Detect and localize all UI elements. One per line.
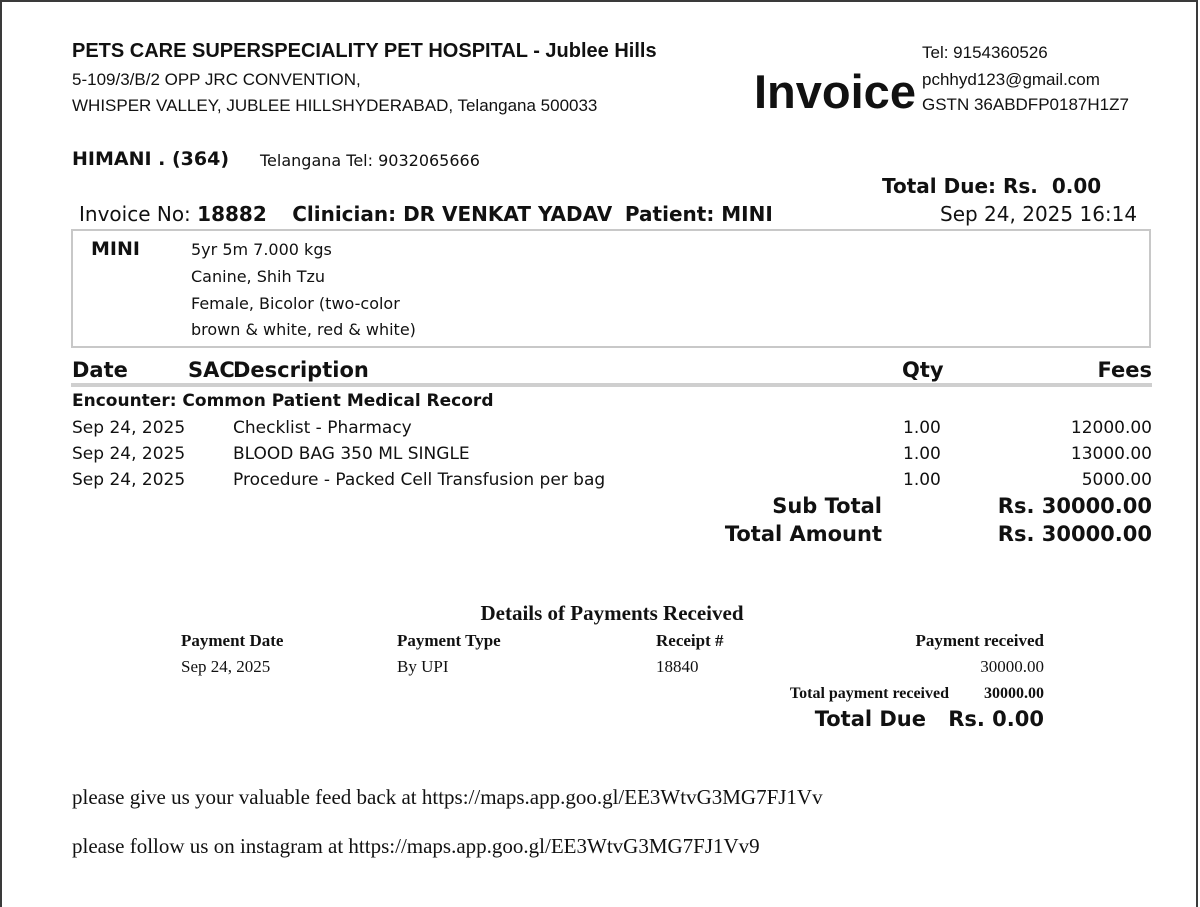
pet-age-weight: 5yr 5m 7.000 kgs: [191, 240, 332, 259]
pay-col-receipt: Receipt #: [656, 631, 724, 650]
col-header-description: Description: [233, 358, 369, 382]
client-location-tel: Telangana Tel: 9032065666: [260, 151, 480, 170]
invoice-info-line: [79, 202, 773, 226]
total-payment-received-label: Total payment received: [789, 685, 949, 702]
row-1-description: Checklist - Pharmacy: [233, 418, 412, 438]
col-header-date: Date: [72, 358, 128, 382]
table-header-divider: [71, 383, 1152, 387]
payment-row-type: By UPI: [397, 657, 449, 676]
hospital-email[interactable]: pchhyd123@gmail.com: [922, 70, 1100, 89]
total-payment-received-value: 30000.00: [984, 685, 1044, 702]
payment-row-receipt: 18840: [656, 657, 699, 676]
total-due-summary: [882, 174, 1101, 198]
payment-row-received: 30000.00: [980, 657, 1044, 676]
sub-total-value: Rs. 30000.00: [997, 494, 1152, 518]
row-1-qty: 1.00: [903, 418, 941, 438]
invoice-number: 18882: [197, 202, 267, 226]
invoice-no-label: Invoice No:: [79, 202, 191, 226]
hospital-address-line2: WHISPER VALLEY, JUBLEE HILLSHYDERABAD, Telangana 500033: [72, 96, 598, 115]
sub-total-label: Sub Total: [772, 494, 882, 518]
pet-species-breed: Canine, Shih Tzu: [191, 267, 325, 286]
total-due-summary-value: 0.00: [1051, 174, 1102, 198]
feedback-line[interactable]: please give us your valuable feed back at https://maps.app.goo.gl/EE3WtvG3MG7FJ1Vv: [72, 785, 823, 809]
row-3-qty: 1.00: [903, 470, 941, 490]
row-1-fees: 12000.00: [1070, 418, 1152, 438]
pet-sex-color: Female, Bicolor (two-color: [191, 294, 400, 313]
row-2-fees: 13000.00: [1070, 444, 1152, 464]
row-3-fees: 5000.00: [1081, 470, 1152, 490]
document-title: Invoice: [754, 65, 916, 118]
payments-title: Details of Payments Received: [480, 601, 744, 625]
row-1-date: Sep 24, 2025: [72, 418, 186, 438]
pet-color-continued: brown & white, red & white): [191, 320, 416, 339]
invoice-datetime: Sep 24, 2025 16:14: [940, 202, 1138, 226]
pay-col-date: Payment Date: [181, 631, 284, 650]
hospital-address-line1: 5-109/3/B/2 OPP JRC CONVENTION,: [72, 70, 361, 89]
row-3-date: Sep 24, 2025: [72, 470, 186, 490]
total-due-label: Total Due: [814, 707, 926, 731]
total-amount-label: Total Amount: [724, 522, 882, 546]
col-header-fees: Fees: [1097, 358, 1152, 382]
pay-col-received: Payment received: [915, 631, 1044, 650]
row-2-date: Sep 24, 2025: [72, 444, 186, 464]
client-name: HIMANI . (364): [72, 148, 230, 170]
hospital-tel: Tel: 9154360526: [922, 43, 1048, 62]
clinician: Clinician: DR VENKAT YADAV: [292, 202, 613, 226]
hospital-name: PETS CARE SUPERSPECIALITY PET HOSPITAL - Jublee Hills: [72, 40, 657, 62]
pay-col-type: Payment Type: [397, 631, 501, 650]
col-header-qty: Qty: [902, 358, 944, 382]
row-2-description: BLOOD BAG 350 ML SINGLE: [233, 444, 470, 464]
encounter-title: Encounter: Common Patient Medical Record: [72, 391, 494, 411]
hospital-gstn: GSTN 36ABDFP0187H1Z7: [922, 95, 1129, 114]
instagram-line[interactable]: please follow us on instagram at https://maps.app.goo.gl/EE3WtvG3MG7FJ1Vv9: [72, 834, 760, 858]
total-amount-value: Rs. 30000.00: [997, 522, 1152, 546]
row-2-qty: 1.00: [903, 444, 941, 464]
payment-row-date: Sep 24, 2025: [181, 657, 271, 676]
pet-name: MINI: [91, 238, 140, 260]
col-header-sac: SAC: [188, 358, 235, 382]
total-due-summary-label: Total Due: Rs.: [882, 174, 1038, 198]
total-due-value: Rs. 0.00: [948, 707, 1044, 731]
row-3-description: Procedure - Packed Cell Transfusion per bag: [233, 470, 606, 490]
patient: Patient: MINI: [624, 202, 773, 226]
